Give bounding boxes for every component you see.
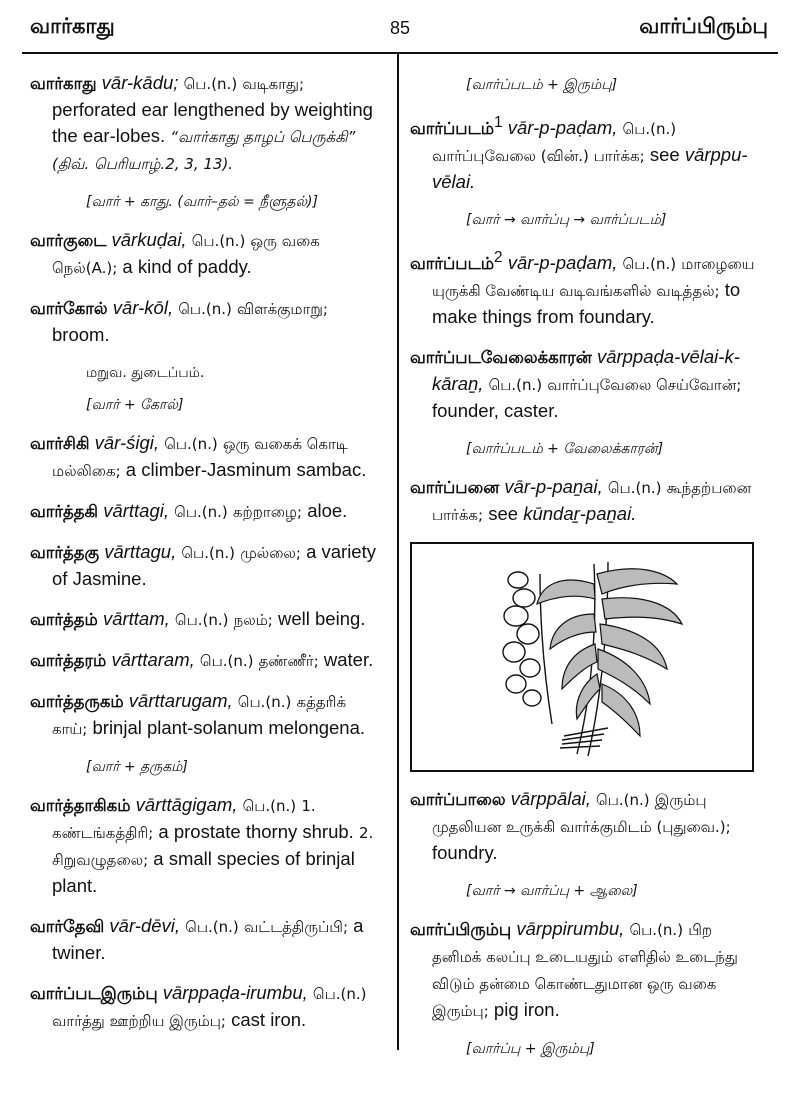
- part-of-speech: பெ.(n.): [596, 791, 650, 810]
- entry: [410, 786, 756, 866]
- synonym-note: மறுவ. துடைப்பம்.: [86, 365, 205, 381]
- headword: வார்ப்பாலை: [410, 790, 506, 810]
- tamil-gloss: வார்ப்புவேலை செய்வோன்;: [547, 376, 742, 395]
- etymology: [வார் → வார்ப்பு + ஆலை]: [466, 883, 638, 900]
- etymology: [வார் + தருகம்]: [86, 759, 188, 775]
- entry: [410, 110, 756, 195]
- tamil-gloss: கற்றாழை;: [232, 503, 303, 521]
- tamil-gloss: வட்டத்திருப்பி;: [243, 918, 348, 936]
- entry: [30, 688, 380, 742]
- english-gloss: perforated ear lengthened by weighting the ear-lobes.: [52, 99, 373, 146]
- tamil-gloss: தண்ணீர்;: [258, 652, 319, 670]
- etymology: [வார்ப்படம் + வேலைக்காரன்]: [466, 441, 664, 458]
- headword: வார்த்தரம்: [30, 651, 107, 670]
- homonym-number: 2: [494, 249, 503, 267]
- header-left-guideword: வார்காது: [30, 14, 115, 38]
- part-of-speech: பெ.(n.): [164, 435, 218, 453]
- headword: வார்கோல்: [30, 299, 108, 318]
- header-rule: [22, 52, 778, 54]
- transliteration: vār-dēvi,: [109, 915, 181, 936]
- transliteration: vārppaḍa-irumbu,: [162, 982, 308, 1003]
- entry: [30, 498, 380, 525]
- part-of-speech: பெ.(n.): [607, 479, 662, 498]
- english-gloss: a twiner.: [52, 915, 364, 963]
- headword: வார்ப்படம்: [410, 119, 494, 139]
- transliteration: vār-p-paḍam,: [507, 252, 618, 274]
- transliteration: vār-p-paṉai,: [504, 476, 603, 498]
- etymology: [வார் + காது. (வார்–தல் = நீளுதல்)]: [86, 194, 318, 210]
- quotation: “வார்காது தாழப் பெருக்கி”: [170, 128, 356, 146]
- etymology: [வார்ப்படம் + இரும்பு]: [466, 77, 618, 93]
- palm-tree-illustration: [410, 542, 754, 772]
- cross-reference: vārppu-vēlai.: [432, 144, 748, 193]
- homonym-number: 1: [494, 114, 503, 131]
- headword: வார்சிகி: [30, 434, 90, 453]
- entry: [410, 344, 756, 424]
- part-of-speech: பெ.(n.): [199, 652, 254, 670]
- tamil-gloss: வடிகாது;: [242, 75, 305, 93]
- transliteration: vār-kādu;: [101, 72, 179, 93]
- citation: (திவ். பெரியாழ்.2, 3, 13).: [52, 155, 234, 173]
- part-of-speech: பெ.(n.): [174, 611, 229, 629]
- english-gloss: see: [488, 503, 519, 525]
- english-gloss: water.: [323, 649, 374, 670]
- entry: [30, 980, 380, 1034]
- english-gloss: pig iron.: [493, 999, 560, 1021]
- tamil-gloss: நலம்;: [233, 611, 273, 629]
- tamil-gloss: வார்த்து ஊற்றிய இரும்பு;: [52, 1012, 226, 1030]
- entry: [410, 474, 756, 528]
- english-gloss: founder, caster.: [432, 400, 559, 422]
- tamil-gloss: ஒரு வகை நெல்(A.);: [52, 232, 320, 277]
- transliteration: vārttaram,: [111, 649, 195, 670]
- entry: [30, 430, 380, 484]
- transliteration: vārppālai,: [510, 788, 591, 810]
- headword: வார்த்தகு: [30, 543, 100, 562]
- part-of-speech: பெ.(n.): [629, 921, 684, 940]
- headword: வார்காது: [30, 74, 97, 93]
- part-of-speech: பெ.(n.): [488, 376, 543, 395]
- english-gloss: a kind of paddy.: [122, 256, 252, 277]
- tamil-gloss: இரும்பு முதலியன உருக்கி வார்க்குமிடம் (புதுவை.);: [432, 791, 731, 837]
- header-right-guideword: வார்ப்பிரும்பு: [639, 14, 768, 38]
- part-of-speech: பெ.(n.): [183, 75, 238, 93]
- transliteration: vār-kōl,: [112, 297, 174, 318]
- part-of-speech: பெ.(n.): [181, 544, 235, 562]
- page-header: [0, 0, 800, 58]
- sense-2-english: a small species of brinjal plant.: [52, 848, 355, 896]
- part-of-speech: பெ.(n.): [174, 503, 228, 521]
- tamil-gloss: வார்ப்புவேலை (வின்.) பார்க்க;: [432, 147, 645, 166]
- entry: [30, 227, 380, 281]
- right-column: [410, 70, 756, 1074]
- entry: [30, 792, 380, 899]
- headword: வார்த்தருகம்: [30, 692, 124, 711]
- part-of-speech: பெ.(n.): [178, 300, 232, 318]
- transliteration: vārppaḍa-vēlai-k-kāraṉ,: [432, 346, 740, 395]
- tamil-gloss: ஒரு வகைக் கொடி மல்லிகை;: [52, 435, 348, 480]
- sense-1-english: a prostate thorny shrub.: [158, 821, 354, 842]
- transliteration: vār-śigi,: [94, 432, 160, 453]
- entry: [30, 606, 380, 633]
- part-of-speech: பெ.(n.): [242, 797, 297, 815]
- etymology: [வார் → வார்ப்பு → வார்ப்படம்]: [466, 212, 667, 229]
- page-number: 85: [389, 18, 411, 38]
- part-of-speech: பெ.(n.): [237, 693, 292, 711]
- headword: வார்ப்பிரும்பு: [410, 920, 512, 940]
- cross-reference: kūndaṟ-paṉai.: [523, 503, 637, 525]
- sense-2-tamil: 2. சிறுவழுதலை;: [52, 824, 374, 869]
- english-gloss: see: [649, 144, 680, 166]
- etymology: [வார்ப்பு + இரும்பு]: [466, 1041, 595, 1058]
- headword: வார்த்தகி: [30, 502, 99, 521]
- entry: [30, 913, 380, 966]
- tamil-gloss: விளக்குமாறு;: [236, 300, 328, 318]
- transliteration: vārttāgigam,: [135, 794, 238, 815]
- english-gloss: a variety of Jasmine.: [52, 541, 376, 589]
- etymology: [வார் + கோல்]: [86, 397, 184, 413]
- transliteration: vār-p-paḍam,: [507, 117, 618, 139]
- headword: வார்தேவி: [30, 917, 105, 936]
- tamil-gloss: மாழையை யுருக்கி வேண்டிய வடிவங்களில் வடித்தல்;: [432, 255, 755, 301]
- transliteration: vārttarugam,: [128, 690, 233, 711]
- headword: வார்ப்பனை: [410, 478, 500, 498]
- part-of-speech: பெ.(n.): [622, 255, 677, 274]
- headword: வார்ப்படம்: [410, 254, 494, 274]
- left-column: [30, 70, 380, 1048]
- english-gloss: foundry.: [432, 842, 498, 864]
- tamil-gloss: கூந்தற்பனை பார்க்க;: [432, 479, 752, 525]
- english-gloss: broom.: [52, 324, 110, 345]
- tamil-gloss: பிற தனிமக் கலப்பு உடையதும் எளிதில் உடைந்து விடும் தன்மை கொண்டதுமான ஒரு வகை இரும்பு;: [432, 921, 738, 1021]
- english-gloss: brinjal plant-solanum melongena.: [92, 717, 366, 738]
- entry: [30, 539, 380, 592]
- tamil-gloss: கத்தரிக் காய்;: [52, 693, 347, 738]
- headword: வார்த்தம்: [30, 610, 98, 629]
- column-divider: [397, 54, 399, 1050]
- entry: [30, 295, 380, 348]
- headword: வார்த்தாகிகம்: [30, 796, 131, 815]
- transliteration: vārkuḍai,: [111, 229, 187, 250]
- headword: வார்ப்படவேலைக்காரன்: [410, 348, 592, 368]
- entry: [410, 245, 756, 330]
- part-of-speech: பெ.(n.): [622, 120, 677, 139]
- entry: [410, 916, 756, 1024]
- tamil-gloss: முல்லை;: [240, 544, 301, 562]
- part-of-speech: பெ.(n.): [185, 918, 239, 936]
- english-gloss: cast iron.: [231, 1009, 307, 1030]
- sense-1-tamil: 1. கண்டங்கத்திரி;: [52, 797, 316, 842]
- transliteration: vārttagi,: [103, 500, 169, 521]
- transliteration: vārttam,: [102, 608, 170, 629]
- headword: வார்குடை: [30, 231, 107, 250]
- entry: [30, 70, 380, 177]
- english-gloss: aloe.: [307, 500, 348, 521]
- part-of-speech: பெ.(n.): [312, 985, 367, 1003]
- english-gloss: well being.: [278, 608, 366, 629]
- transliteration: vārttagu,: [104, 541, 177, 562]
- headword: வார்ப்படஇரும்பு: [30, 984, 158, 1003]
- english-gloss: a climber-Jasminum sambac.: [125, 459, 367, 480]
- transliteration: vārppirumbu,: [516, 918, 625, 940]
- palm-tree-drawing: [412, 544, 752, 770]
- entry: [30, 647, 380, 674]
- english-gloss: to make things from foundary.: [432, 279, 741, 328]
- part-of-speech: பெ.(n.): [191, 232, 246, 250]
